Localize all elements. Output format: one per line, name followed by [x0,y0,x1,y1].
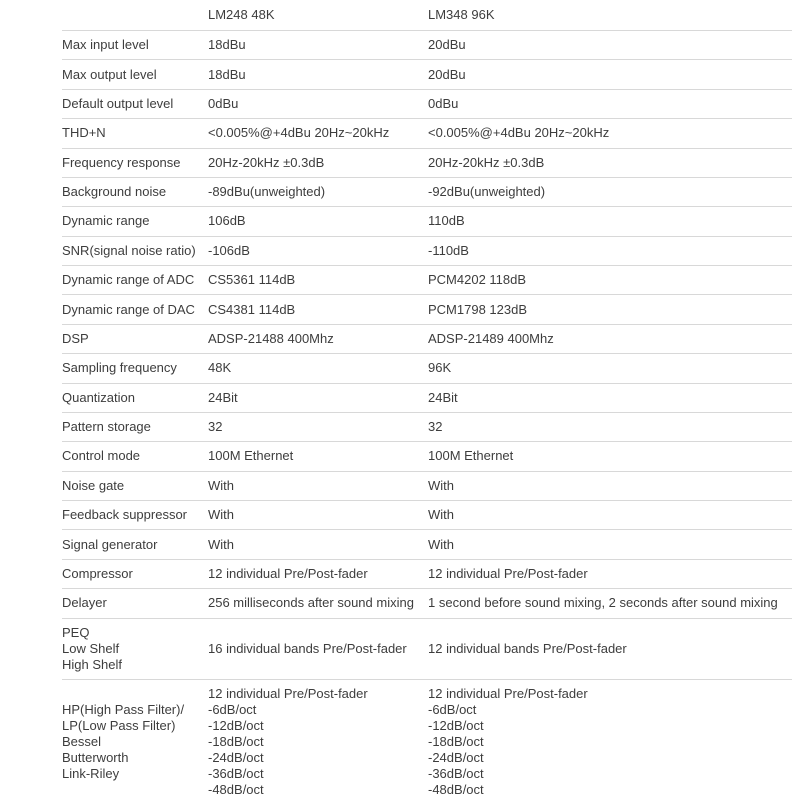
spec-label: Pattern storage [62,419,151,435]
spec-value-lm348: 1 second before sound mixing, 2 seconds after sound mixing [428,595,778,611]
table-row [62,500,792,529]
spec-value-lm248: 256 milliseconds after sound mixing [208,595,414,611]
table-row [62,353,792,382]
spec-value-lm348: With [428,507,454,523]
table-row [62,471,792,500]
spec-label: Dynamic range of DAC [62,301,195,317]
spec-value-lm348: <0.005%@+4dBu 20Hz~20kHz [428,125,610,141]
spec-label: DSP [62,330,89,346]
spec-value-lm348: With [428,536,454,552]
spec-label: Frequency response [62,154,181,170]
product2-header: LM348 96K [428,7,495,22]
spec-label: Max input level [62,37,149,53]
spec-value-lm248: -89dBu(unweighted) [208,184,326,200]
table-row [62,679,792,800]
spec-label: PEQ Low Shelf High Shelf [62,624,122,672]
spec-value-lm248: 18dBu [208,37,246,53]
spec-value-lm348: 12 individual bands Pre/Post-fader [428,640,627,656]
spec-value-lm348: ADSP-21489 400Mhz [428,330,554,346]
spec-comparison-table [62,0,792,800]
spec-value-lm348: -110dB [428,242,469,258]
spec-value-lm248: 106dB [208,213,246,229]
spec-label: Quantization [62,389,135,405]
spec-value-lm348: 96K [428,360,452,376]
table-row [62,236,792,265]
table-row [62,30,792,59]
spec-label: Feedback suppressor [62,507,188,523]
table-row [62,59,792,88]
spec-value-lm348: 20dBu [428,66,466,82]
spec-value-lm248: 100M Ethernet [208,448,294,464]
spec-value-lm248: With [208,477,234,493]
table-row [62,177,792,206]
spec-value-lm348: 24Bit [428,389,458,405]
spec-value-lm248: With [208,536,234,552]
spec-value-lm248: 48K [208,360,232,376]
spec-value-lm348: 110dB [428,213,465,229]
spec-value-lm348: 32 [428,419,443,435]
spec-label: Background noise [62,184,167,200]
spec-value-lm248: CS5361 114dB [208,272,296,288]
spec-value-lm248: 20Hz-20kHz ±0.3dB [208,154,325,170]
spec-label: Compressor [62,565,133,581]
table-row [62,618,792,679]
spec-label: Noise gate [62,477,125,493]
table-row [62,441,792,470]
product1-header: LM248 48K [208,7,275,22]
table-header-row [62,0,792,30]
spec-label: Sampling frequency [62,360,177,376]
spec-value-lm348: -92dBu(unweighted) [428,184,546,200]
spec-value-lm248: 18dBu [208,66,246,82]
table-row [62,294,792,323]
spec-label: Signal generator [62,536,158,552]
spec-value-lm248: 12 individual Pre/Post-fader -6dB/oct -12dB/oct -18dB/oct -24dB/oct -36dB/oct -48dB/oct [208,686,368,798]
table-row [62,588,792,617]
spec-value-lm348: 12 individual Pre/Post-fader [428,565,588,581]
spec-label: Dynamic range [62,213,150,229]
spec-label: Dynamic range of ADC [62,272,195,288]
spec-label: HP(High Pass Filter)/ LP(Low Pass Filter) Bessel Butterworth Link-Riley [62,702,185,782]
spec-value-lm348: PCM4202 118dB [428,272,527,288]
table-row [62,148,792,177]
spec-value-lm248: 0dBu [208,95,239,111]
table-row [62,529,792,558]
spec-label: Max output level [62,66,157,82]
table-row [62,206,792,235]
spec-label: Delayer [62,595,107,611]
spec-label: SNR(signal noise ratio) [62,242,196,258]
spec-value-lm248: ADSP-21488 400Mhz [208,330,334,346]
table-row [62,383,792,412]
table-row [62,89,792,118]
table-row [62,559,792,588]
spec-value-lm248: 16 individual bands Pre/Post-fader [208,640,407,656]
spec-value-lm348: With [428,477,454,493]
spec-value-lm248: With [208,507,234,523]
spec-value-lm348: PCM1798 123dB [428,301,528,317]
spec-value-lm248: 32 [208,419,223,435]
table-row [62,412,792,441]
spec-value-lm248: CS4381 114dB [208,301,296,317]
table-row [62,324,792,353]
spec-value-lm348: 20dBu [428,37,466,53]
spec-value-lm248: 24Bit [208,389,238,405]
spec-value-lm248: 12 individual Pre/Post-fader [208,565,368,581]
spec-label: Control mode [62,448,141,464]
spec-value-lm348: 12 individual Pre/Post-fader -6dB/oct -12dB/oct -18dB/oct -24dB/oct -36dB/oct -48dB/oct [428,686,588,798]
spec-value-lm248: <0.005%@+4dBu 20Hz~20kHz [208,125,390,141]
spec-value-lm348: 100M Ethernet [428,448,514,464]
spec-value-lm348: 20Hz-20kHz ±0.3dB [428,154,545,170]
spec-value-lm248: -106dB [208,242,250,258]
table-row [62,118,792,147]
spec-value-lm348: 0dBu [428,95,459,111]
table-row [62,265,792,294]
spec-label: Default output level [62,95,174,111]
spec-label: THD+N [62,125,106,141]
